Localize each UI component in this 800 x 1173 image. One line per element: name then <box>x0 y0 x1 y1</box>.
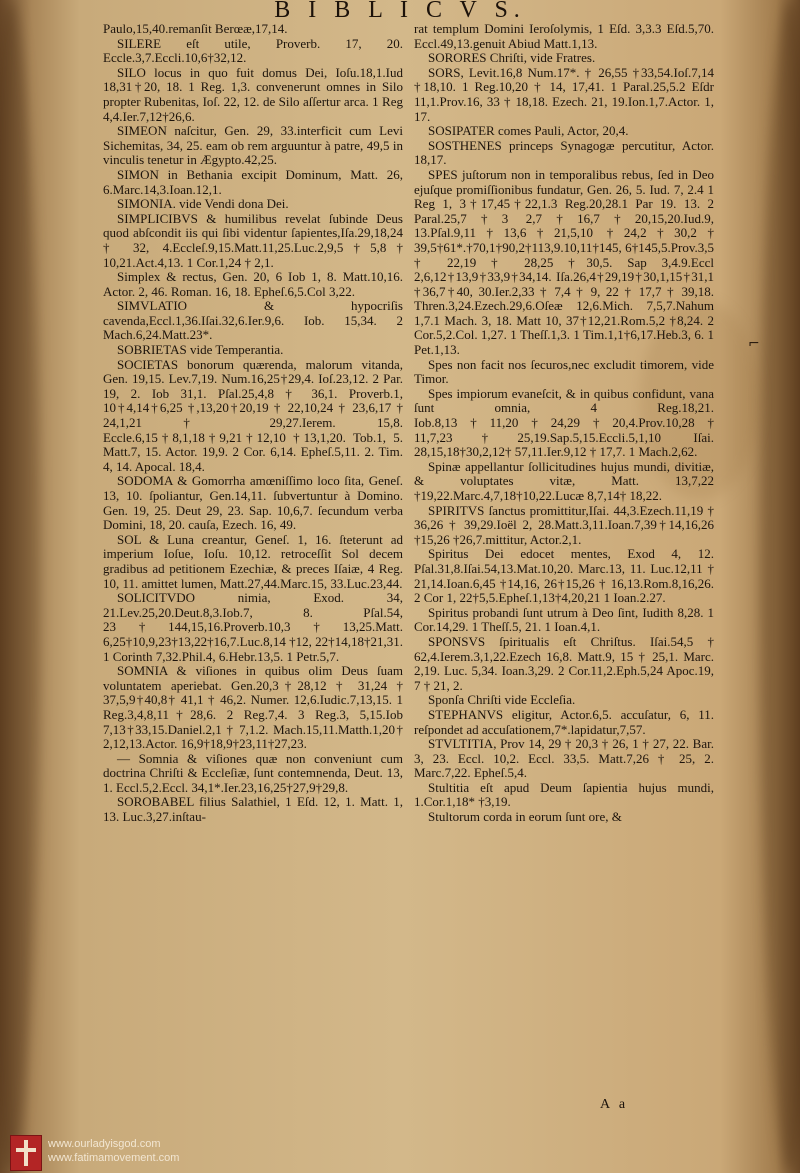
index-entry: Spinæ appellantur ſollicitudines hujus mundi, divitiæ, & voluptates vitæ, Matt. 13,7,22 †19,22.Marc.4,7,18†10,22.Lucæ 8,7,14† 18,22. <box>414 458 714 503</box>
index-entry: SILERE eſt utile, Proverb. 17, 20. Eccle.3,7.Eccli.10,6†32,12. <box>103 35 403 66</box>
index-entry: SOLICITVDO nimia, Exod. 34, 21.Lev.25,20.Deut.8,3.Iob.7, 8. Pſal.54, 23†144,15,16.Proverb.10,3†13,25.Matt. 6,25†10,9,23†13,22†16,7.Luc.8,14 †12, 22†14,18†21,31. 1 Corinth 7,32.Phil.4, 6.Hebr.13,5. 1 Petr.5,7. <box>103 590 403 664</box>
index-entry: Spiritus probandi ſunt utrum à Deo ſint, Iudith 8,28. 1 Cor.14,29. 1 Theſſ.5, 21. 1 Ioan.4,1. <box>414 604 714 635</box>
index-entry: SOCIETAS bonorum quærenda, malorum vitanda, Gen. 19,15. Lev.7,19. Num.16,25†29,4. Ioſ.23,12. 2 Par. 19, 2. Iob 31,1. Pſal.25,4,8 † 36,1. Proverb.1, 10†4,14†6,25 †,13,20†20,19 † 22,10,24 † 23,6,17 † 24,1,21 † 29,27.Ierem. 15,8. Eccle.6,15†8,1,18†9,21†12,10 †13,1,20. Tob.1, 5. Matt.7, 15. Actor. 19,9. 2 Cor. 6,14. Epheſ.5,11. 2. Tim. 4, 14. Apocal. 18,4. <box>103 356 403 474</box>
index-entry: — Somnia & viſiones quæ non conveniunt cum doctrina Chriſti & Eccleſiæ, ſunt contemnenda, Deut. 13, 1. Eccl.5,2.Eccl. 34,1*.Ier.23,16,25†27,9†29,8. <box>103 750 403 795</box>
watermark <box>10 1133 370 1173</box>
index-entry: Simplex & rectus, Gen. 20, 6 Iob 1, 8. Matt.10,16. Actor. 2, 46. Roman. 16, 18. Epheſ.6,5.Col 3,22. <box>103 269 403 299</box>
catchword: A a <box>600 1097 629 1112</box>
index-entry: SORORES Chriſti, vide Fratres. <box>428 50 596 66</box>
index-entry: SOMNIA & viſiones in quibus olim Deus ſuam voluntatem aperiebat. Gen.20,3†28,12 † 31,24 † 37,5,9†40,8† 41,1 † 46,2. Numer. 12,6.Iudic.7,13,15. 1 Reg.3,4,8,11†28,6. 2 Reg.7,4. 3 Reg.3, 5,15.Iob 7,13†33,15.Daniel.2,1 † 7,1.2. Mach.15,11.Matth.1,20† 2,12,13.Actor. 16,9†18,9†23,11†27,23. <box>103 663 403 752</box>
index-entry: SOSTHENES princeps Synagogæ percutitur, Actor. 18,17. <box>414 137 714 168</box>
index-entry: SOL & Luna creantur, Geneſ. 1, 16. ſteterunt ad imperium Ioſue, Ioſu. 10,12. retroceſſit Sol decem gradibus ad petitionem Ezechiæ, & preces Iſaiæ, 4 Reg. 10, 11. amittet lumen, Matt.27,44.Marc.15, 33.Luc.23,44. <box>103 531 403 591</box>
index-entry: Spiritus Dei edocet mentes, Exod 4, 12. Pſal.31,8.Iſai.54,13.Mat.10,20. Marc.13, 11. Luc.12,11 † 21,14.Ioan.6,45 †14,16, 26†15,26 † 16,13.Rom.8,16,26. 2 Cor 1, 22†5,5.Epheſ.1,13†4,20,21 1 Ioan.2.27. <box>414 546 714 606</box>
index-entry: SIMPLICIBVS & humilibus revelat ſubinde Deus quod abſcondit iis qui ſibi videntur ſapientes,Iſa.29,18,24 † 32, 4.Eccleſ.9,15.Matt.11,25.Luc.2,9,5†5,8† 10,21.Act.4,13. 1 Cor.1,24 † 2,1. <box>103 210 403 270</box>
cross-shield-icon <box>10 1135 42 1171</box>
index-entry: Sponſa Chriſti vide Eccleſia. <box>428 692 576 708</box>
right-edge-stain <box>760 0 800 1173</box>
index-entry: SPES juſtorum non in temporalibus rebus, ſed in Deo ejuſque promiſſionibus fundatur, Gen. 26, 5. Iud. 7, 2.4 1 Reg 1, 3†17,45†22,1.3 Reg.20,28.1 Par 19. 13. 2 Paral.25,7†3 2,7†16,7†20,15,20.Iud.9, 13.Pſal.9,11†13,6†21,5,10 †24,2†30,2† 39,5†61*.†70,1†90,2†113,9.10,11†145, 6†145,5.Prov.3,5 † 22,19 † 28,25 †30,5. Sap 3,4.9.Eccl 2,6,12†13,9†33,9†34,14. Iſa.26,4†29,19†30,1,15†31,1 †36,7†40, 30.Ier.2,33 † 7,4 † 9, 22 † 17,7 † 39,18. Thren.3,24.Ezech.29,6.Oſeæ 12,6.Mich. 7,5,7.Nahum 1,7.1 Mach. 3, 18. Matt 10, 37†12,21.Rom.5,2 †8,24. 2 Cor.5,2.Col. 1,27. 1 Theſſ.1,3. 1 Tim.1,1†6,17.Heb.3, 6. 1 Pet.1,13. <box>414 166 714 358</box>
index-entry: SIMVLATIO & hypocriſis cavenda,Eccl.1,36.Iſai.32,6.Ier.9,6. Iob. 15,34. 2 Mach.6,24.Matt.23*. <box>103 298 403 343</box>
index-entry: Paulo,15,40.remanſit Berœæ,17,14. <box>103 22 288 36</box>
index-entry: SOSIPATER comes Pauli, Actor, 20,4. <box>428 123 629 139</box>
margin-mark: ⌐ <box>748 336 760 352</box>
right-column <box>414 22 714 1117</box>
left-column <box>103 22 403 1117</box>
index-entry: SOBRIETAS vide Temperantia. <box>117 342 284 358</box>
watermark-text <box>48 1137 179 1165</box>
index-entry: SPONSVS ſpiritualis eſt Chriſtus. Iſai.54,5 † 62,4.Ierem.3,1,22.Ezech 16,8. Matt.9, 15 † 25,1. Marc. 2,19. Luc. 5,34. Ioan.3,29. 2 Cor.11,2.Eph.5,24 Apoc.19, 7 † 21, 2. <box>414 633 714 693</box>
index-entry: Spes non facit nos ſecuros,nec excludit timorem, vide Timor. <box>414 356 714 387</box>
watermark-url-1: www.ourladyisgod.com <box>48 1138 161 1150</box>
index-entry: SIMEON naſcitur, Gen. 29, 33.interficit cum Levi Sichemitas, 34, 25. eam ob rem arguuntur à patre, 49,5 in vinculis tenetur in Ægypto.42,25. <box>103 123 403 168</box>
index-entry: SIMONIA. vide Vendi dona Dei. <box>117 196 289 212</box>
index-entry: rat templum Domini Ieroſolymis, 1 Eſd. 3,3.3 Eſd.5,70. Eccl.49,13.genuit Abiud Matt.1,13. <box>414 22 714 51</box>
index-entry: Spes impiorum evaneſcit, & in quibus confidunt, vana ſunt omnia, 4 Reg.18,21. Iob.8,13†11,20†24,29†20,4.Prov.10,28† 11,7,23†25,19.Sap.5,15.Eccli.5,1,10 Iſai. 28,15,18†30,2,12† 57,11.Ier.9,12 † 17,7. 1 Mach.2,62. <box>414 385 714 460</box>
page-header: B I B L I C V S. <box>274 0 526 22</box>
index-entry: SPIRITVS ſanctus promittitur,Iſai. 44,3.Ezech.11,19 † 36,26 † 39,29.Ioël 2, 28.Matt.3,11.Ioan.7,39†14,16,26 †15,26 †26,7.mittitur, Actor.2,1. <box>414 502 714 547</box>
index-entry: SODOMA & Gomorrha amœniſſimo loco ſita, Geneſ. 13, 10. ſpoliantur, Gen.14,11. ſubvertuntur à Domino. Gen. 19, 25. Deut 29, 23. Sap. 10,6,7. ſecundum verba Domini, 18, 20. cauſa, Ezech. 16, 49. <box>103 473 403 533</box>
watermark-url-2: www.fatimamovement.com <box>48 1152 180 1164</box>
index-entry: SORS, Levit.16,8 Num.17*. † 26,55 †33,54.Ioſ.7,14 †18,10. 1 Reg.10,20 † 14, 17,41. 1 Paral.25,5.2 Eſdr 11,1.Prov.16, 33 † 18,18. Ezech. 21, 19.Ion.1,7.Actor. 1, 17. <box>414 64 714 124</box>
left-edge-stain <box>0 0 40 1173</box>
index-entry: STEPHANVS eligitur, Actor.6,5. accuſatur, 6, 11. reſpondet ad accuſationem,7*.lapidatur,7,57. <box>414 706 714 737</box>
index-entry: STVLTITIA, Prov 14, 29 † 20,3 † 26, 1 † 27, 22. Bar. 3, 23. Eccl. 10,2. Eccl. 33,5. Matt.7,26 † 25, 2. Marc.7,22. Epheſ.5,4. <box>414 736 714 781</box>
index-entry: SILO locus in quo fuit domus Dei, Ioſu.18,1.Iud 18,31†20, 18. 1 Reg. 1,3. convenerunt omnes in Silo propter Rubenitas, Ioſ. 22, 12. de Silo aſſertur arca. 1 Reg 4,4.Ier.7,12†26,6. <box>103 64 403 124</box>
index-entry: SOROBABEL filius Salathiel, 1 Eſd. 12, 1. Matt. 1, 13. Luc.3,27.inſtau- <box>103 794 403 825</box>
index-entry: Stultitia eſt apud Deum ſapientia hujus mundi, 1.Cor.1,18* †3,19. <box>414 779 714 810</box>
index-entry: Stultorum corda in eorum ſunt ore, & <box>428 809 622 825</box>
index-entry: SIMON in Bethania excipit Dominum, Matt. 26, 6.Marc.14,3.Ioan.12,1. <box>103 166 403 197</box>
